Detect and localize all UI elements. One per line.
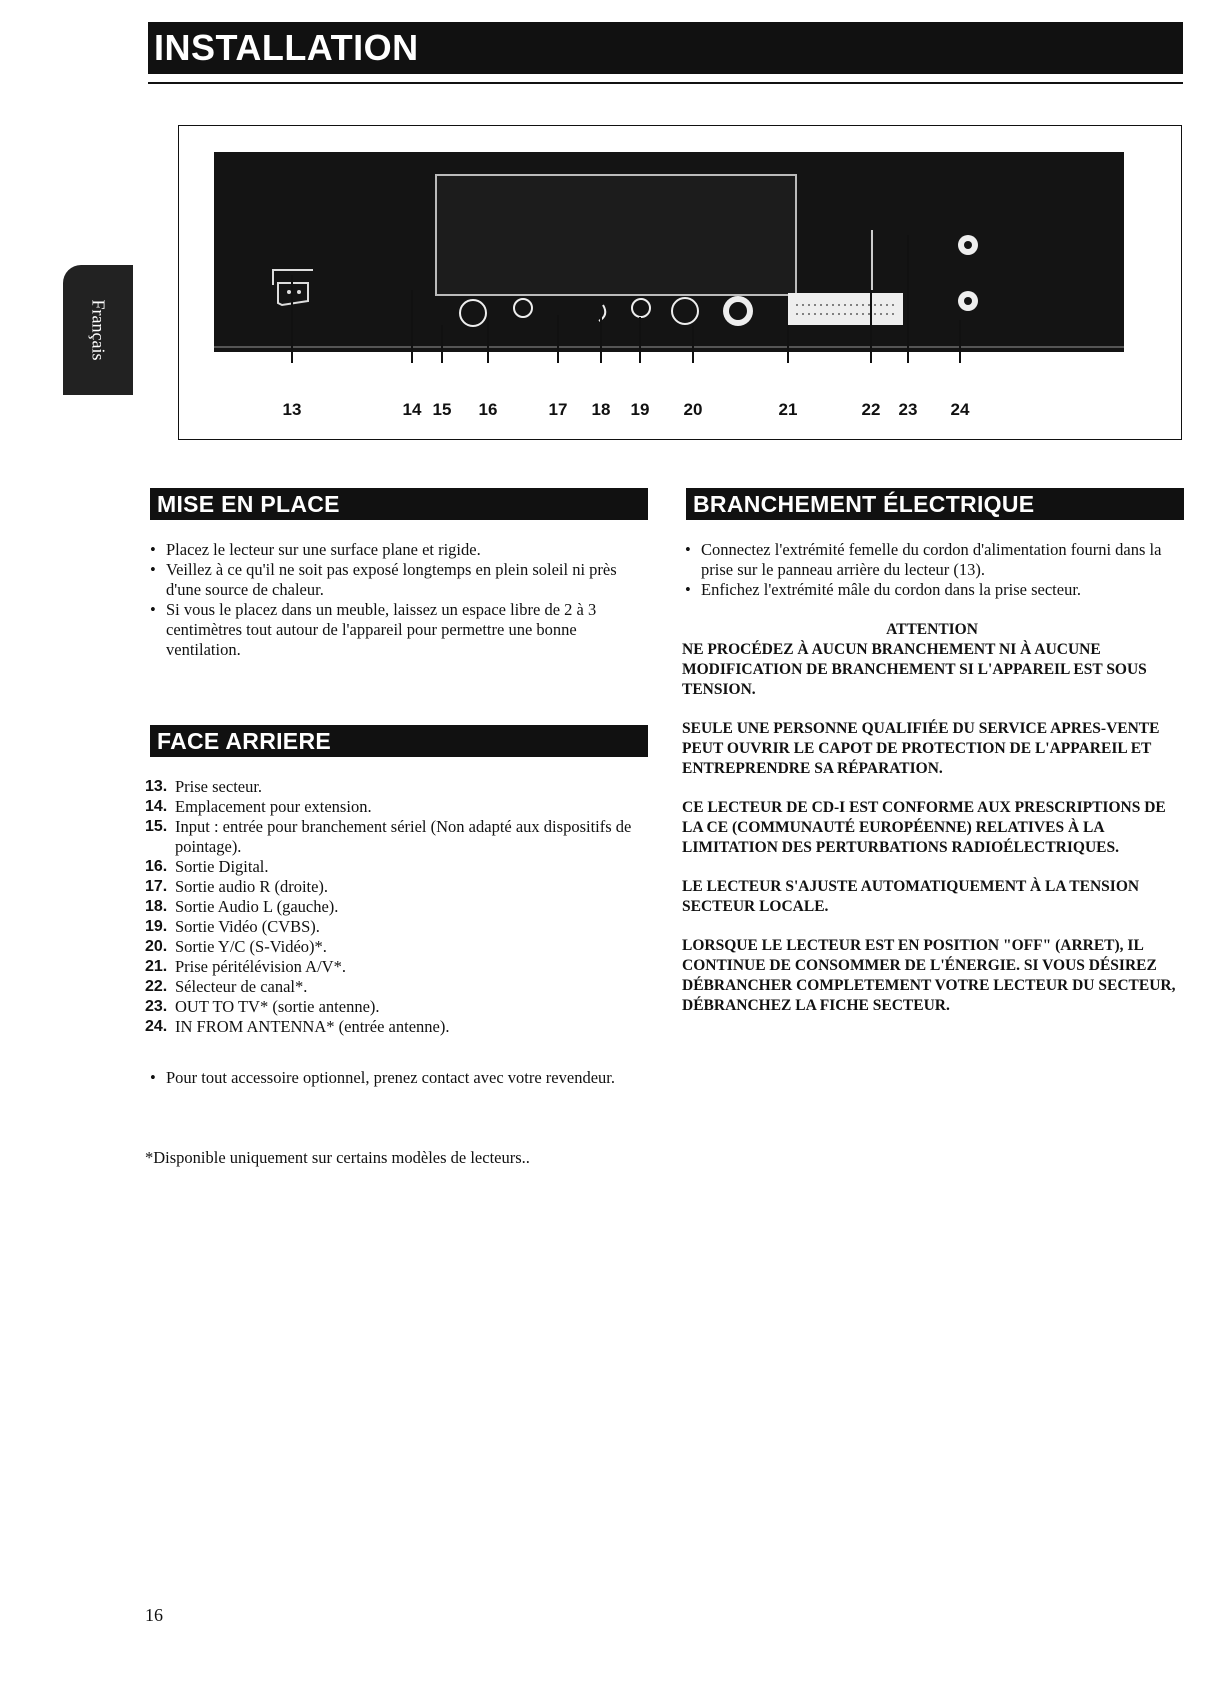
list-item: • Si vous le placez dans un meuble, laissez un espace libre de 2 à 3 centimètres tout autour de l'appareil pour permettre une bonne ventilation. [148,600,648,660]
callout-18: 18 [591,400,611,419]
warning-text: NE PROCÉDEZ À AUCUN BRANCHEMENT NI À AUCUNE MODIFICATION DE BRANCHEMENT SI L'APPAREIL EST SOUS TENSION. [682,641,1147,698]
callout-16: 16 [478,400,498,419]
callout-23: 23 [898,400,918,419]
callout-24: 24 [950,400,970,419]
callout-22: 22 [861,400,881,419]
callout-19: 19 [630,400,650,419]
list-item: • Enfichez l'extrémité mâle du cordon dans la prise secteur. [683,580,1185,600]
list-item: 21. Prise péritélévision A/V*. [145,957,346,976]
branchement-list [683,540,1185,600]
callout-21: 21 [778,400,798,419]
list-item: • Veillez à ce qu'il ne soit pas exposé longtemps en plein soleil ni près d'une source de chaleur. [148,560,648,600]
callout-20: 20 [683,400,703,419]
list-item: 13. Prise secteur. [145,777,263,796]
list-item: 15. Input : entrée pour branchement sériel (Non adapté aux dispositifs de pointage). [145,817,632,856]
section-heading-branchement: BRANCHEMENT ÉLECTRIQUE [686,488,1184,520]
header-rule [148,82,1183,84]
callout-14: 14 [402,400,422,419]
callout-13: 13 [282,400,302,419]
face-arriere-list [145,777,645,1037]
mise-en-place-list [148,540,648,660]
attention-title: ATTENTION [886,621,978,638]
list-item: • Connectez l'extrémité femelle du cordon d'alimentation fourni dans la prise sur le panneau arrière du lecteur (13). [683,540,1185,580]
list-item: • Pour tout accessoire optionnel, prenez contact avec votre revendeur. [148,1068,648,1088]
rear-panel-illustration [178,125,1182,440]
scart-port [788,293,903,325]
callout-15: 15 [432,400,452,419]
section-heading-mise-en-place: MISE EN PLACE [150,488,648,520]
warnings-block [682,620,1182,1035]
list-item: 20. Sortie Y/C (S-Vidéo)*. [145,937,327,956]
page-title: INSTALLATION [148,22,1183,74]
list-item: 17. Sortie audio R (droite). [145,877,329,896]
list-item: 23. OUT TO TV* (sortie antenne). [145,997,380,1016]
list-item: 16. Sortie Digital. [145,857,269,876]
language-tab-label: Français [88,299,109,361]
list-item: 14. Emplacement pour extension. [145,797,372,816]
accessory-note [148,1068,648,1088]
footnote: *Disponible uniquement sur certains modèles de lecteurs.. [145,1148,530,1167]
list-item: 19. Sortie Vidéo (CVBS). [145,917,320,936]
page-number: 16 [145,1605,163,1625]
warning-text: SEULE UNE PERSONNE QUALIFIÉE DU SERVICE APRES-VENTE PEUT OUVRIR LE CAPOT DE PROTECTION DE L'APPAREIL ET ENTREPRENDRE SA RÉPARATION. [682,720,1160,777]
warning-text: LORSQUE LE LECTEUR EST EN POSITION "OFF" (ARRET), IL CONTINUE DE CONSOMMER DE L'ÉNERGIE. SI VOUS DÉSIREZ DÉBRANCHER COMPLETEMENT VOTRE LECTEUR DU SECTEUR, DÉBRANCHEZ LA FICHE SECTEUR. [682,937,1176,1014]
warning-text: CE LECTEUR DE CD-I EST CONFORME AUX PRESCRIPTIONS DE LA CE (COMMUNAUTÉ EUROPÉENNE) RELATIVES À LA LIMITATION DES PERTURBATIONS RADIOÉLECTRIQUES. [682,799,1166,856]
section-heading-face-arriere: FACE ARRIERE [150,725,648,757]
list-item: • Placez le lecteur sur une surface plane et rigide. [148,540,648,560]
expansion-slot [436,175,796,295]
list-item: 18. Sortie Audio L (gauche). [145,897,339,916]
callout-17: 17 [548,400,568,419]
warning-text: LE LECTEUR S'AJUSTE AUTOMATIQUEMENT À LA TENSION SECTEUR LOCALE. [682,878,1140,915]
list-item: 22. Sélecteur de canal*. [145,977,308,996]
language-tab [63,265,133,395]
list-item: 24. IN FROM ANTENNA* (entrée antenne). [145,1017,450,1036]
